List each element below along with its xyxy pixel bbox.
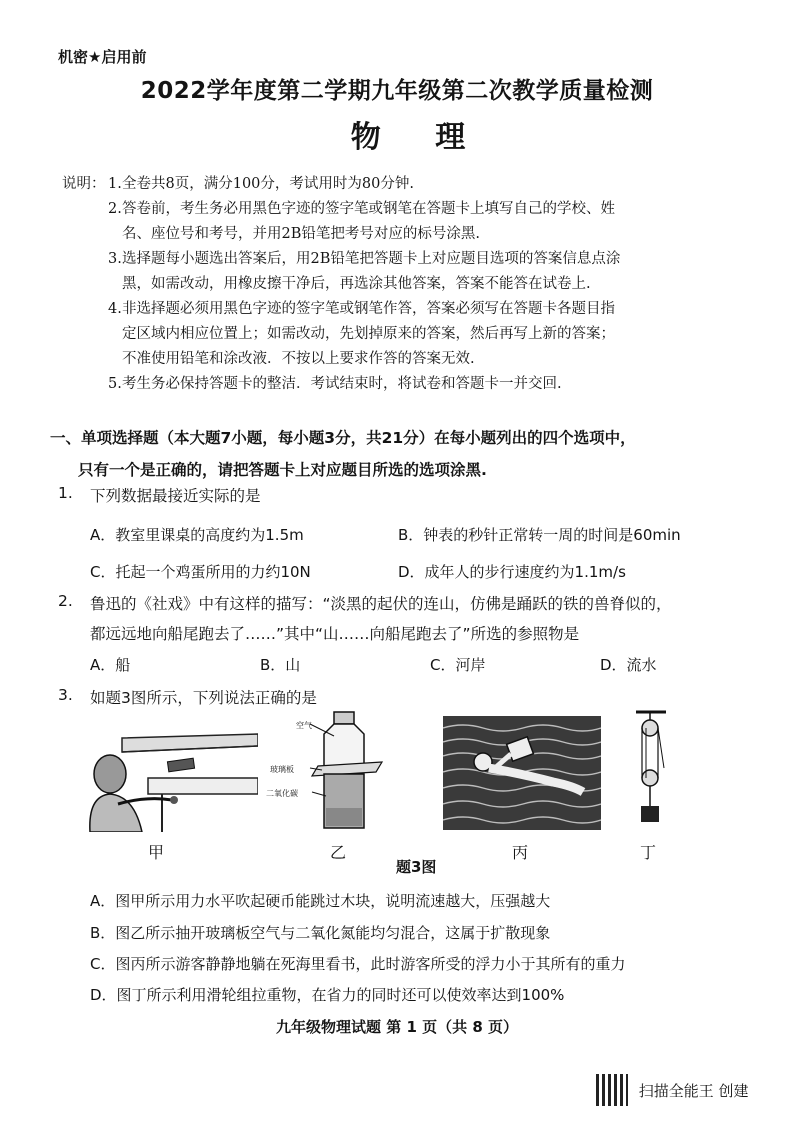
option-c: C．河岸 <box>430 656 486 674</box>
instruction-line: 定区域内相应位置上；如需改动，先划掉原来的答案，然后再写上新的答案； <box>122 326 615 342</box>
figure-label-ding: 丁 <box>640 843 657 862</box>
figure-ding <box>630 708 670 830</box>
instruction-item <box>62 172 762 197</box>
question-stem: 如题3图所示，下列说法正确的是 <box>90 689 317 707</box>
question-stem: 下列数据最接近实际的是 <box>90 487 261 505</box>
instruction-line: 名、座位号和考号，并用2B铅笔把考号对应的标号涂黑. <box>122 226 480 242</box>
option-d: D．图丁所示利用滑轮组拉重物，在省力的同时还可以使效率达到100% <box>90 986 565 1004</box>
option-b: B．钟表的秒针正常转一周的时间是60min <box>398 526 681 544</box>
option-d: D．成年人的步行速度约为1.1m/s <box>398 563 626 581</box>
question-stem: 鲁迅的《社戏》中有这样的描写：“淡黑的起伏的连山，仿佛是踊跃的铁的兽脊似的， <box>90 595 672 613</box>
instruction-number: 3. <box>108 251 122 267</box>
scanner-text: 扫描全能王 创建 <box>638 1081 749 1100</box>
instruction-item <box>62 197 762 247</box>
section-heading-line: 一、单项选择题（本大题7小题，每小题3分，共21分）在每小题列出的四个选项中， <box>50 429 636 447</box>
instruction-number: 5. <box>108 376 122 392</box>
option-a: A．图甲所示用力水平吹起硬币能跳过木块，说明流速越大，压强越大 <box>90 892 551 910</box>
bottle-label-air: 空气 <box>296 721 312 730</box>
instruction-line: 选择题每小题选出答案后，用2B铅笔把答题卡上对应题目选项的答案信息点涂 <box>122 251 621 267</box>
question-number: 3. <box>58 686 73 704</box>
instruction-line: 答卷前，考生务必用黑色字迹的签字笔或钢笔在答题卡上填写自己的学校、姓 <box>122 201 615 217</box>
qr-code-icon <box>596 1074 628 1106</box>
option-c: C．图丙所示游客静静地躺在死海里看书，此时游客所受的浮力小于其所有的重力 <box>90 955 626 973</box>
option-c: C．托起一个鸡蛋所用的力约10N <box>90 563 311 581</box>
section-heading <box>50 422 750 486</box>
confidential-mark: 机密★启用前 <box>58 48 147 66</box>
section-heading-line: 只有一个是正确的，请把答题卡上对应题目所选的选项涂黑. <box>78 461 487 479</box>
instruction-item <box>62 297 762 372</box>
instruction-number: 4. <box>108 301 122 317</box>
instructions-label: 说明： <box>62 176 106 192</box>
question-stem: 都远远地向船尾跑去了……”其中“山……向船尾跑去了”所选的参照物是 <box>90 625 580 643</box>
figure-label-bing: 丙 <box>512 843 529 862</box>
instruction-line: 不准使用铅笔和涂改液．不按以上要求作答的答案无效. <box>122 351 475 367</box>
option-d: D．流水 <box>600 656 657 674</box>
exam-title: 2022学年度第二学期九年级第二次教学质量检测 <box>140 78 654 104</box>
page-footer: 九年级物理试题 第 1 页（共 8 页） <box>276 1018 518 1036</box>
question-number: 1. <box>58 484 73 502</box>
bottle-label-co2: 二氧化碳 <box>266 789 298 798</box>
figure-jia <box>82 716 258 832</box>
instruction-line: 非选择题必须用黑色字迹的签字笔或钢笔作答，答案必须写在答题卡各题目指 <box>122 301 615 317</box>
figure-caption: 题3图 <box>396 858 437 876</box>
subject-title: 物 理 <box>350 120 488 155</box>
figure-label-jia: 甲 <box>148 843 165 862</box>
scanner-watermark <box>596 1074 749 1106</box>
option-b: B．山 <box>260 656 301 674</box>
instructions <box>62 172 762 397</box>
figure-label-yi: 乙 <box>330 843 347 862</box>
instruction-line: 全卷共8页，满分100分，考试用时为80分钟. <box>122 176 414 192</box>
figure-bing <box>443 716 601 830</box>
bottle-label-glass: 玻璃板 <box>270 765 294 774</box>
instruction-line: 黑，如需改动，用橡皮擦干净后，再选涂其他答案，答案不能答在试卷上. <box>122 276 591 292</box>
option-a: A．船 <box>90 656 131 674</box>
instruction-item <box>62 372 762 397</box>
question-number: 2. <box>58 592 73 610</box>
option-a: A．教室里课桌的高度约为1.5m <box>90 526 304 544</box>
instruction-item <box>62 247 762 297</box>
option-b: B．图乙所示抽开玻璃板空气与二氧化氮能均匀混合，这属于扩散现象 <box>90 924 551 942</box>
instruction-line: 考生务必保持答题卡的整洁．考试结束时，将试卷和答题卡一并交回. <box>122 376 562 392</box>
instruction-number: 1. <box>108 176 122 192</box>
instruction-number: 2. <box>108 201 122 217</box>
